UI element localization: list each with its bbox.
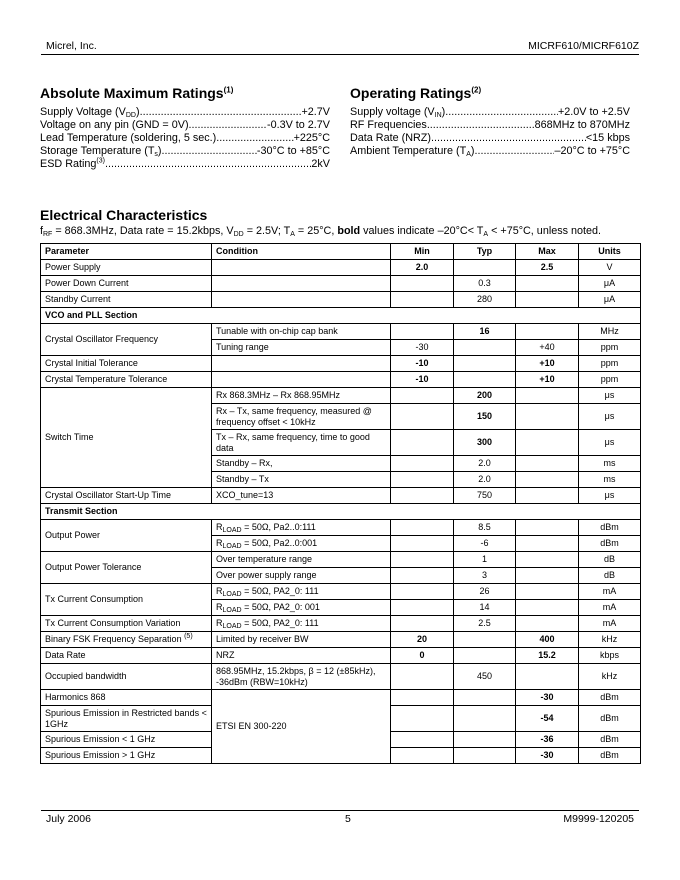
footer-date: July 2006 [46,813,91,825]
rating-row: Voltage on any pin (GND = 0V). ..... -0.3V to 2.7V [40,119,330,132]
table-row: $R_{LOAD} = 50\Omega$, Pa2..0:001 -6 dBm [41,536,641,552]
table-row: Power Down Current 0.3 μA [41,276,641,292]
table-row: Spurious Emission > 1 GHz -30 dBm [41,748,641,764]
rating-row: RF Frequencies ..... 868MHz to 870MHz [350,119,630,132]
table-row: Crystal Initial Tolerance -10 +10 ppm [41,356,641,372]
table-row: Switch Time Rx 868.3MHz – Rx 868.95MHz 200 μs [41,388,641,404]
rating-row: Storage Temperature $(T_s)$ ..... -30°C to +85°C [40,145,330,158]
test-conditions: $f_{RF} = 868.3MHz$, Data rate = 15.2kbps, $V_{DD} = 2.5V$; $T_A = 25^\circ C$, bold values indicate $-20^\circ C< T_A < +75^\circ C$, unless noted. [40,225,602,238]
col-header: Condition [212,244,391,260]
table-row: Harmonics 868 ETSI EN 300-220 -30 dBm [41,690,641,706]
table-row: Standby Current 280 μA [41,292,641,308]
rating-row: Supply voltage $(V_{IN})$ ..... +2.0V to +2.5V [350,106,630,119]
section-row: Transmit Section [41,504,641,520]
abs-max-title: Absolute Maximum Ratings$^{(1)}$ [40,85,234,101]
table-row: Crystal Oscillator Frequency Tunable with on-chip cap bank 16 MHz [41,324,641,340]
company-name: Micrel, Inc. [46,40,97,52]
table-row: Tuning range -30 +40 ppm [41,340,641,356]
table-row: Crystal Temperature Tolerance -10 +10 ppm [41,372,641,388]
table-row: Spurious Emission in Restricted bands < 1GHz -54 dBm [41,706,641,732]
table-row: Rx – Tx, same frequency, measured @ frequency offset < 10kHz 150 μs [41,404,641,430]
abs-max-list [40,106,330,171]
table-row: Data Rate NRZ 0 15.2 kbps [41,648,641,664]
col-header: Min [391,244,454,260]
op-ratings-title: Operating Ratings$^{(2)}$ [350,85,482,101]
rating-row: ESD Rating$^{(3)}$ ..... 2kV [40,158,330,171]
col-header: Max [516,244,579,260]
rating-row: Data Rate (NRZ) ..... <15 kbps [350,132,630,145]
table-row: Power Supply 2.0 2.5 V [41,260,641,276]
table-row: Spurious Emission < 1 GHz -36 dBm [41,732,641,748]
page-header [41,40,639,55]
electrical-table [40,243,641,764]
doc-number: M9999-120205 [563,813,634,825]
op-ratings-list [350,106,630,158]
elec-title: Electrical Characteristics [40,207,208,223]
table-row: Crystal Oscillator Start-Up Time XCO_tune=13 750 μs [41,488,641,504]
table-row: Tx – Rx, same frequency, time to good data 300 μs [41,430,641,456]
rating-row: Lead Temperature (soldering, 5 sec.) ..... +225°C [40,132,330,145]
table-row: Over power supply range 3 dB [41,568,641,584]
rating-row: Ambient Temperature $(T_A)$ ..... –20°C to +75°C [350,145,630,158]
col-header: Typ [454,244,516,260]
table-row: Binary FSK Frequency Separation $^{(5)}$ Limited by receiver BW 20 400 kHz [41,632,641,648]
table-row: Output Power $R_{LOAD} = 50\Omega$, Pa2..0:111 8.5 dBm [41,520,641,536]
table-row: Tx Current Consumption $R_{LOAD} = 50\Omega$, PA2_0: 111 26 mA [41,584,641,600]
col-header: Units [579,244,641,260]
section-row: VCO and PLL Section [41,308,641,324]
table-row: Standby – Rx, 2.0 ms [41,456,641,472]
table-header-row [41,244,641,260]
page-footer [41,810,639,825]
part-number: MICRF610/MICRF610Z [528,40,639,52]
table-row: Tx Current Consumption Variation $R_{LOAD} = 50\Omega$, PA2_0: 111 2.5 mA [41,616,641,632]
rating-row: Supply Voltage $(V_{DD})$ ..... +2.7V [40,106,330,119]
table-row: Occupied bandwidth 868.95MHz, 15.2kbps, β = 12 (±85kHz), -36dBm (RBW=10kHz) 450 kHz [41,664,641,690]
table-row: Output Power Tolerance Over temperature range 1 dB [41,552,641,568]
page-number: 5 [345,813,351,825]
table-row: $R_{LOAD} = 50\Omega$, PA2_0: 001 14 mA [41,600,641,616]
col-header: Parameter [41,244,212,260]
table-row: Standby – Tx 2.0 ms [41,472,641,488]
